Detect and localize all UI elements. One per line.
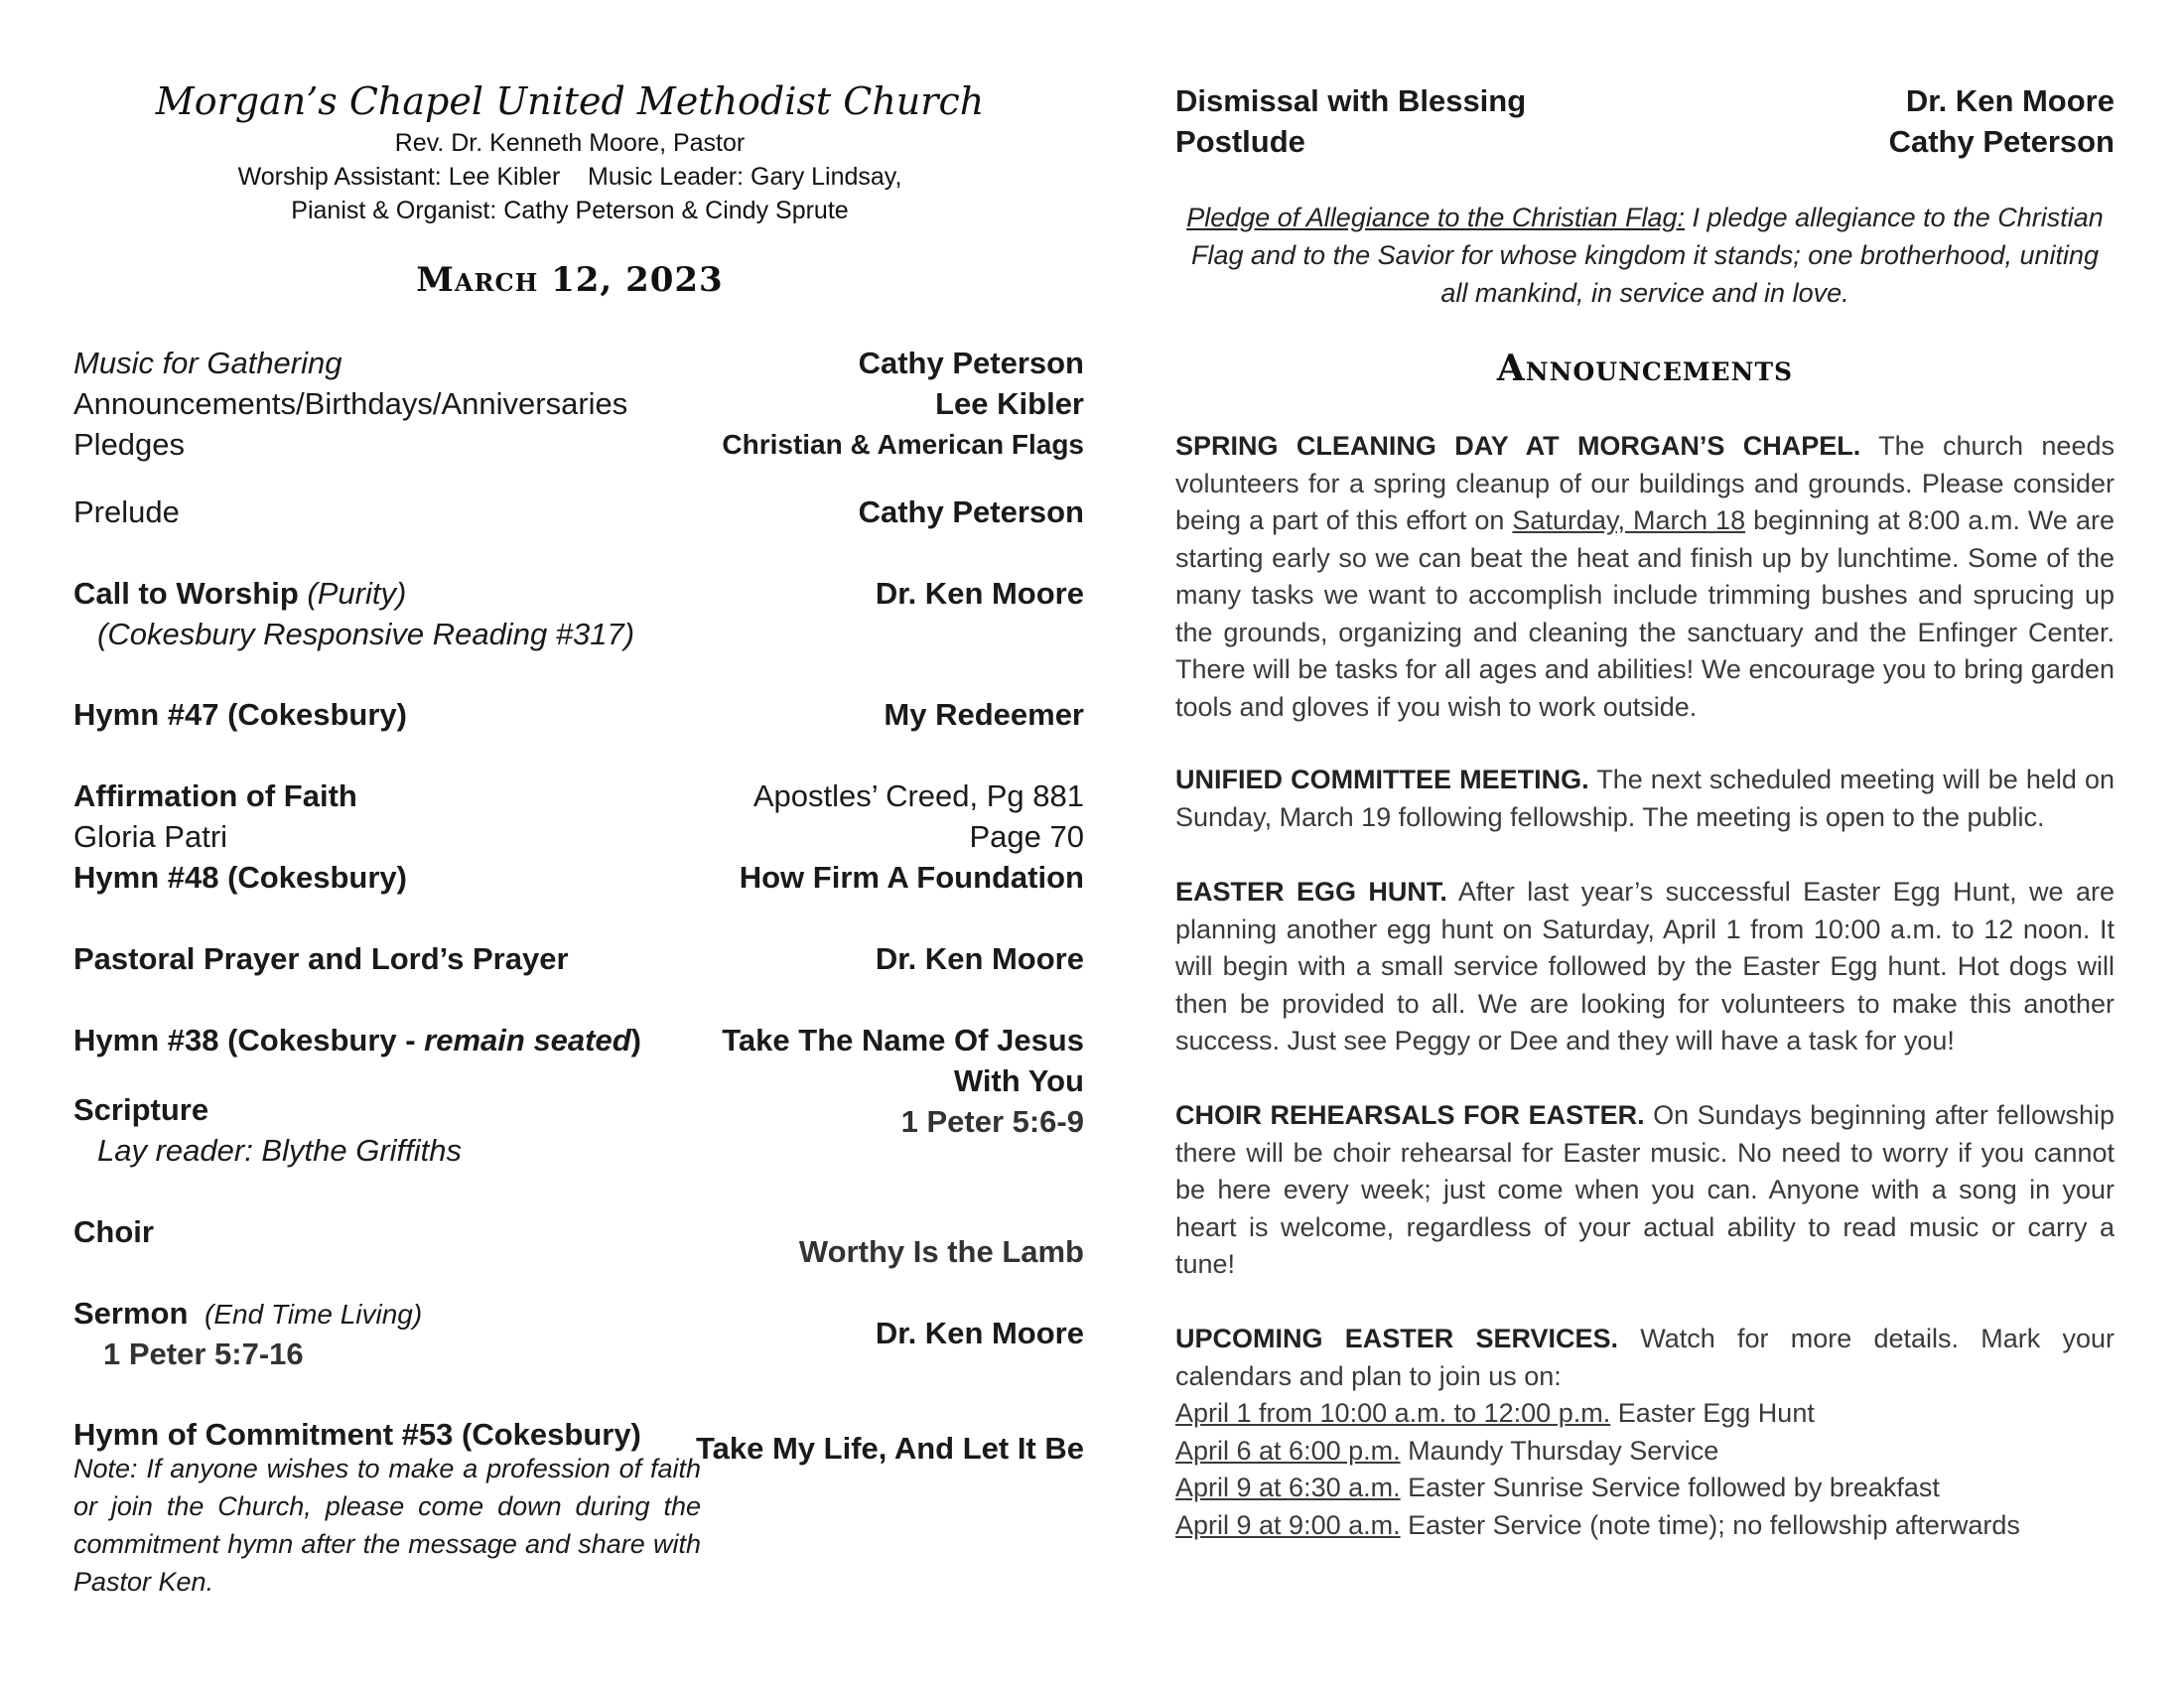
item-sermon-person: Dr. Ken Moore	[875, 1316, 1084, 1350]
call-to-worship-theme: (Purity)	[307, 576, 407, 611]
item-hymn-53: Hymn of Commitment #53 (Cokesbury)	[73, 1417, 641, 1452]
item-call-to-worship	[73, 574, 406, 614]
committee-heading: UNIFIED COMMITTEE MEETING.	[1175, 765, 1589, 794]
item-prelude-person: Cathy Peterson	[858, 494, 1084, 529]
item-hymn-48: Hymn #48 (Cokesbury)	[73, 860, 407, 895]
item-hymn-38-title-2: With You	[953, 1063, 1084, 1098]
service-what: Maundy Thursday Service	[1400, 1436, 1719, 1466]
item-gloria-patri: Gloria Patri	[73, 819, 228, 854]
sermon-label: Sermon	[73, 1296, 189, 1331]
hymn-38-label-post: )	[630, 1023, 641, 1057]
item-call-to-worship-person: Dr. Ken Moore	[875, 576, 1084, 611]
announcement-easter-egg-hunt	[1175, 874, 2115, 1060]
pledge-text: I pledge allegiance to the Christian Flag and to the Savior for whose kingdom it stands; one brotherhood, uniting all mankind, in service and in love.	[1190, 203, 2104, 308]
sermon-ref: 1 Peter 5:7-16	[103, 1336, 304, 1371]
item-announcements-person: Lee Kibler	[935, 386, 1084, 421]
choir-rehearsal-text: On Sundays beginning after fellowship there will be choir rehearsal for Easter music. No need to worry if you cannot be here every week; just come when you can. Anyone with a song in your heart is welcome, regardless of your actual ability to read music or carry a tune!	[1175, 1100, 2115, 1279]
hymn-38-label-em: remain seated	[424, 1023, 631, 1057]
item-music-gathering-person: Cathy Peterson	[858, 346, 1084, 380]
item-hymn-47-title: My Redeemer	[884, 697, 1084, 732]
announcement-upcoming-services	[1175, 1321, 2115, 1395]
easter-egg-heading: EASTER EGG HUNT.	[1175, 877, 1447, 907]
item-scripture-ref: 1 Peter 5:6-9	[900, 1104, 1084, 1139]
item-choir-title: Worthy Is the Lamb	[798, 1234, 1084, 1269]
item-pledges: Pledges	[73, 427, 186, 462]
sermon-theme: (End Time Living)	[205, 1299, 423, 1330]
service-when: April 9 at 6:30 a.m.	[1175, 1473, 1401, 1502]
item-hymn-53-title: Take My Life, And Let It Be	[696, 1431, 1084, 1466]
committee-text: The next scheduled meeting will be held on Sunday, March 19 following fellowship. The meeting is open to the public.	[1175, 765, 2116, 832]
item-hymn-38	[73, 1021, 641, 1060]
item-prelude: Prelude	[73, 494, 180, 529]
item-hymn-47: Hymn #47 (Cokesbury)	[73, 697, 407, 732]
item-music-gathering: Music for Gathering	[73, 346, 342, 380]
item-affirmation: Affirmation of Faith	[73, 778, 357, 813]
service-what: Easter Sunrise Service followed by breakfast	[1400, 1473, 1940, 1502]
item-hymn-38-title-1: Take The Name Of Jesus	[722, 1023, 1084, 1057]
scripture-reader: Lay reader: Blythe Griffiths	[97, 1133, 462, 1168]
item-pastoral-prayer-person: Dr. Ken Moore	[875, 941, 1084, 976]
easter-service-item	[1175, 1433, 1718, 1471]
item-announcements: Announcements/Birthdays/Anniversaries	[73, 386, 628, 421]
call-to-worship-label: Call to Worship	[73, 576, 299, 611]
easter-service-item	[1175, 1470, 1940, 1507]
item-gloria-patri-value: Page 70	[969, 819, 1084, 854]
item-scripture: Scripture	[73, 1092, 209, 1127]
item-pastoral-prayer: Pastoral Prayer and Lord’s Prayer	[73, 941, 569, 976]
service-date: March 12, 2023	[416, 260, 724, 300]
service-when: April 6 at 6:00 p.m.	[1175, 1436, 1401, 1466]
item-dismissal-person: Dr. Ken Moore	[1905, 83, 2115, 118]
item-dismissal: Dismissal with Blessing	[1175, 83, 1527, 118]
item-sermon	[73, 1294, 422, 1335]
item-affirmation-value: Apostles’ Creed, Pg 881	[752, 778, 1084, 813]
call-to-worship-reading: (Cokesbury Responsive Reading #317)	[97, 617, 635, 651]
announcement-spring-cleaning	[1175, 428, 2115, 726]
service-what: Easter Egg Hunt	[1610, 1398, 1815, 1428]
upcoming-text: Watch for more details. Mark your calendars and plan to join us on:	[1175, 1324, 2115, 1391]
item-postlude-person: Cathy Peterson	[1888, 124, 2115, 159]
item-postlude: Postlude	[1175, 124, 1305, 159]
service-what: Easter Service (note time); no fellowship afterwards	[1400, 1510, 2020, 1540]
spring-cleaning-heading: SPRING CLEANING DAY AT MORGAN’S CHAPEL.	[1175, 431, 1861, 461]
christian-flag-pledge	[1175, 199, 2115, 312]
announcement-choir-rehearsals	[1175, 1097, 2115, 1284]
item-choir: Choir	[73, 1214, 154, 1249]
pledge-label: Pledge of Allegiance to the Christian Flag:	[1186, 203, 1685, 232]
commitment-note: Note: If anyone wishes to make a profession of faith or join the Church, please come down during the commitment hymn after the message and share with Pastor Ken.	[73, 1454, 701, 1597]
service-when: April 9 at 9:00 a.m.	[1175, 1510, 1401, 1540]
service-when: April 1 from 10:00 a.m. to 12:00 p.m.	[1175, 1398, 1611, 1428]
spring-cleaning-text-a: The church needs volunteers for a spring cleanup of our buildings and grounds. Please consider being a part of this effort on	[1175, 431, 2115, 535]
pastor-line: Rev. Dr. Kenneth Moore, Pastor	[394, 129, 746, 157]
announcements-title: Announcements	[1496, 348, 1794, 389]
item-pledges-value: Christian & American Flags	[722, 429, 1084, 460]
pianist-line: Pianist & Organist: Cathy Peterson & Cindy Sprute	[291, 197, 849, 224]
spring-cleaning-text-b: beginning at 8:00 a.m. We are starting early so we can beat the heat and finish up by lunchtime. Some of the many tasks we want to accomplish include trimming bushes and sprucing up the grounds, organizing and cleaning the sanctuary and the Enfinger Center. There will be tasks for all ages and abilities! We encourage you to bring garden tools and gloves if you wish to work outside.	[1175, 505, 2115, 722]
easter-service-item	[1175, 1395, 1815, 1433]
easter-egg-text: After last year’s successful Easter Egg Hunt, we are planning another egg hunt on Saturday, April 1 from 10:00 a.m. to 12 noon. It will begin with a small service followed by the Easter Egg hunt. Hot dogs will then be provided to all. We are looking for volunteers to make this another success. Just see Peggy or Dee and they will have a task for you!	[1175, 877, 2116, 1055]
item-hymn-48-title: How Firm A Foundation	[739, 860, 1084, 895]
choir-rehearsal-heading: CHOIR REHEARSALS FOR EASTER.	[1175, 1100, 1645, 1130]
hymn-38-label-pre: Hymn #38 (Cokesbury -	[73, 1023, 425, 1057]
spring-cleaning-date: Saturday, March 18	[1512, 505, 1746, 535]
upcoming-heading: UPCOMING EASTER SERVICES.	[1175, 1324, 1619, 1353]
announcement-committee	[1175, 762, 2115, 836]
easter-service-item	[1175, 1507, 2020, 1545]
church-name: Morgan’s Chapel United Methodist Church	[155, 79, 985, 123]
staff-line: Worship Assistant: Lee Kibler Music Leader: Gary Lindsay,	[237, 163, 902, 191]
